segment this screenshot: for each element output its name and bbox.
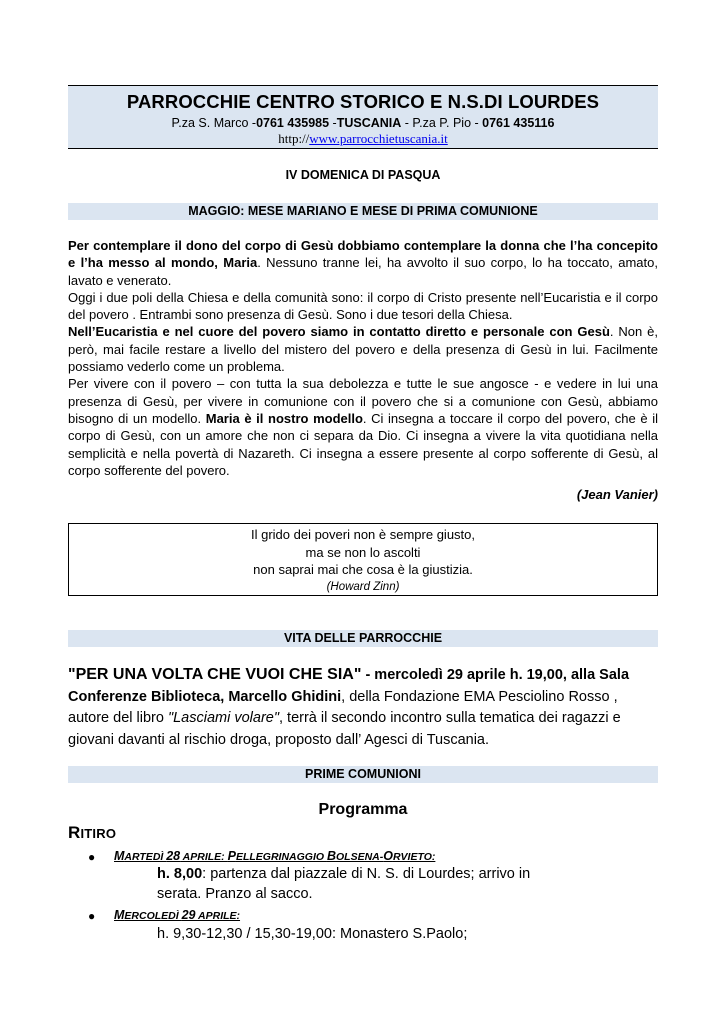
parish-header [68,85,658,149]
article-author: (Jean Vanier) [576,487,658,502]
parish-title: PARROCCHIE CENTRO STORICO E N.S.DI LOURDES [126,91,600,112]
ritiro-heading: RITIRO [68,823,117,842]
event-announcement: "PER UNA VOLTA CHE VUOI CHE SIA" - mercoledì 29 aprile h. 19,00, alla Sala Conferenze Biblioteca, Marcello Ghidini, della Fondazione EMA Pesciolino Rosso , autore del libro "Lasciami volare", terrà il secondo incontro sulla tematica dei ragazzi e giovani davanti al rischio droga, proposto dall’ Agesci di Tuscania. [68,666,630,748]
schedule-item-heading: MARTEDÌ 28 APRILE: PELLEGRINAGGIO BOLSENA-ORVIETO: [114,849,436,863]
event-date: - mercoledì 29 aprile h. 19,00, alla Sala Conferenze Biblioteca, Marcello Ghidini [68,667,630,705]
quote-line: non saprai mai che cosa è la giustizia. [253,562,473,577]
section-heading-parish-life: VITA DELLE PARROCCHIE [68,630,658,647]
parish-address: P.za S. Marco -0761 435985 -TUSCANIA - P.za P. Pio - 0761 435116 [171,116,555,130]
article-paragraph: Nell’Eucaristia e nel cuore del povero siamo in contatto diretto e personale con Gesù. Non è, però, mai facile restare a livello del mistero del povero e della presenza di Gesù in lui. Facilmente possiamo vederlo come un problema. [68,324,658,375]
quote-author: (Howard Zinn) [326,580,400,593]
quote-line: Il grido dei poveri non è sempre giusto, [250,527,475,542]
phone-number: 0761 435985 [256,116,330,130]
programma-heading: Programma [318,801,408,818]
quote-box [68,523,658,596]
sunday-title: IV DOMENICA DI PASQUA [285,168,441,182]
article-body [68,237,658,479]
schedule-item-text: h. 9,30-12,30 / 15,30-19,00: Monastero S.Paolo; [157,926,468,942]
website-line: http://www.parrocchietuscania.it [278,131,448,146]
schedule-item-text: h. 8,00: partenza dal piazzale di N. S. di Lourdes; arrivo in serata. Pranzo al sacco. [157,866,531,902]
bullet-icon: ● [88,909,96,923]
book-title: "Lasciami volare" [167,710,279,726]
section-heading-may: MAGGIO: MESE MARIANO E MESE DI PRIMA COMUNIONE [68,203,658,220]
town-name: TUSCANIA [336,116,402,130]
bullet-icon: ● [88,850,96,864]
event-title: "PER UNA VOLTA CHE VUOI CHE SIA" [68,666,362,683]
section-heading-communion: PRIME COMUNIONI [68,766,658,783]
quote-line: ma se non lo ascolti [305,544,421,560]
article-paragraph: Oggi i due poli della Chiesa e della comunità sono: il corpo di Cristo presente nell’Eucaristia e il corpo del povero . Entrambi sono presenza di Gesù. Sono i due tesori della Chiesa. [68,289,658,323]
website-link[interactable]: www.parrocchietuscania.it [309,131,448,146]
article-paragraph: Per contemplare il dono del corpo di Gesù dobbiamo contemplare la donna che l’ha concepito e l’ha messo al mondo, Maria. Nessuno tranne lei, ha avvolto il suo corpo, lo ha toccato, amato, lavato e venerato. [68,238,658,288]
phone-number: 0761 435116 [482,116,555,130]
schedule-item-heading: MERCOLEDÌ 29 APRILE: [114,908,241,922]
article-paragraph: Per vivere con il povero – con tutta la sua debolezza e tutte le sue angosce - e vedere in lui una presenza di Gesù, per vivere in comunione con il povero che si a comunione con Gesù, abbiamo bisogno di un modello. Maria è il nostro modello. Ci insegna a toccare il corpo del povero, che è il corpo di Gesù, con un amore che non ci separa da Dio. Ci insegna a vivere la vita quotidiana nella semplicità e nella povertà di Nazareth. Ci insegna a essere presente al corpo sofferente di Gesù, al corpo sofferente del povero. [68,376,658,478]
